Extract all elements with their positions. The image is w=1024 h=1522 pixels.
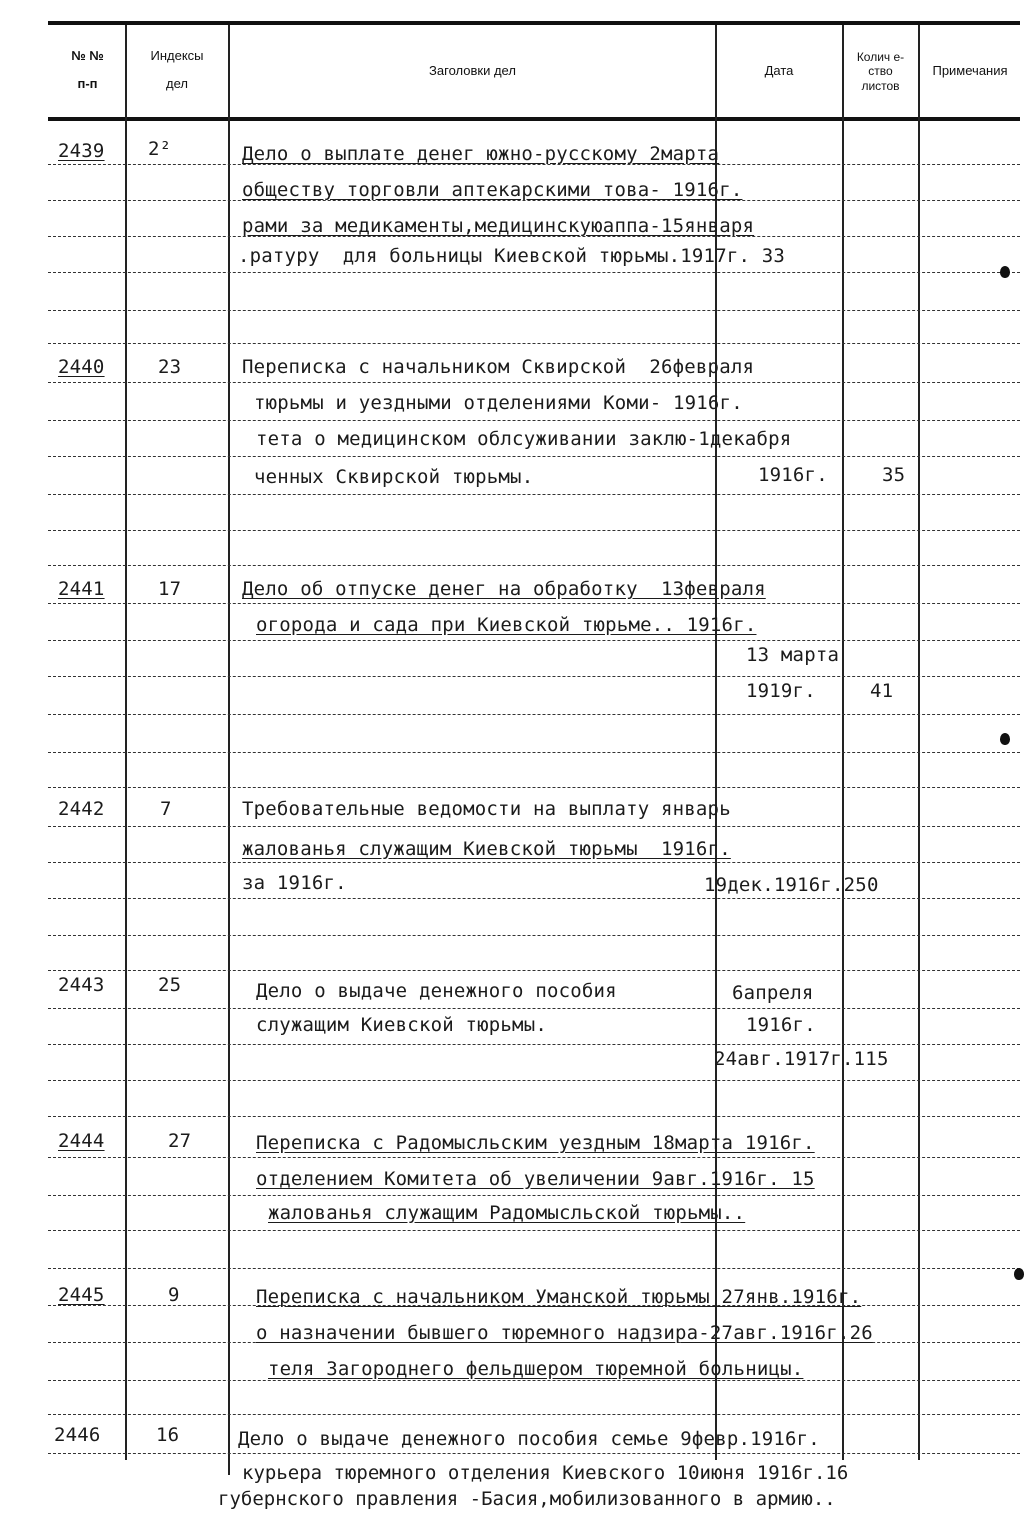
row-number: 2445 [58,1284,105,1306]
row-number: 2441 [58,578,105,600]
column-divider [918,25,920,1460]
row-index: 2² [148,138,172,160]
row-number: 2443 [58,974,105,996]
column-divider [125,25,127,1460]
column-divider [842,25,844,1460]
header-date: Дата [764,63,794,78]
row-index: 9 [168,1284,180,1306]
row-sheets: 35 [882,464,906,486]
row-date: 6апреля [732,982,814,1004]
row-title-line: Переписка с Радомысльским уездным 18марта 1916г. [256,1132,815,1154]
row-title-line: тета о медицинском облсуживании заклю-1декабря [256,428,792,450]
ink-blot [1000,266,1010,278]
row-title-line: Дело об отпуске денег на обработку 13февраля [242,578,766,600]
row-date: 1916г. [746,1014,816,1036]
header-index [128,48,226,93]
header-top-rule [48,21,1020,25]
header-sheets-line2: ство [868,64,893,79]
column-divider [228,25,230,1475]
row-title-line: теля Загороднего фельдшером тюремной больницы. [268,1358,804,1380]
row-title-line: губернского правления -Басия,мобилизованного в армию.. [218,1488,836,1510]
header-bottom-rule [48,117,1020,121]
row-title-line: жалованья служащим Киевской тюрьмы 1916г. [242,838,731,860]
header-title: Заголовки дел [429,63,516,78]
ink-blot [1014,1268,1024,1280]
header-sheets-line3: листов [861,78,900,93]
ink-blot [1000,733,1010,745]
row-number: 2446 [54,1424,101,1446]
row-title-line: огорода и сада при Киевской тюрьме.. 1916г. [256,614,757,636]
row-title-line: курьера тюремного отделения Киевского 10июня 1916г.16 [242,1462,849,1484]
row-title-line: о назначении бывшего тюремного надзира-27авг.1916г.26 [256,1322,873,1344]
row-title-line: Дело о выдаче денежного пособия семье 9февр.1916г. [238,1428,820,1450]
column-divider [715,25,717,1460]
row-title-line: Переписка с начальником Сквирской 26февраля [242,356,755,378]
row-number: 2439 [58,140,105,162]
row-index: 23 [158,356,182,378]
row-date: 19дек.1916г.250 [704,874,879,896]
header-number [55,48,120,93]
row-title-line: Дело о выдаче денежного пособия [256,980,617,1002]
row-index: 25 [158,974,182,996]
row-title-line: жалованья служащим Радомысльской тюрьмы.. [268,1202,746,1224]
header-number-line2: п-п [77,76,98,92]
header-number-line1: № № [71,48,104,63]
header-sheets-line1: Колич е- [856,50,905,64]
header-index-line2: дел [166,76,188,92]
header-notes: Примечания [932,63,1008,78]
row-title-line: Требовательные ведомости на выплату январь [242,798,731,820]
row-sheets: 41 [870,680,894,702]
row-title-line: за 1916г. [242,872,347,894]
row-title-line: рами за медикаменты,медицинскуюаппа-15января [242,215,755,237]
row-title-line: отделением Комитета об увеличении 9авг.1916г. 15 [256,1168,815,1190]
row-date: 1916г. [758,464,828,486]
row-title-line: обществу торговли аптекарскими това- 1916г. [242,179,743,201]
header-index-line1: Индексы [150,48,204,63]
row-title-line: Переписка с начальником Уманской тюрьмы 27янв.1916г. [256,1286,862,1308]
header-sheets [843,50,918,93]
row-title-line: служащим Киевской тюрьмы. [256,1014,547,1036]
row-title-line: .ратуру для больницы Киевской тюрьмы.1917г. 33 [238,245,786,267]
row-index: 17 [158,578,182,600]
row-title-line: ченных Сквирской тюрьмы. [254,466,534,488]
row-date: 13 марта [746,644,840,666]
row-index: 27 [168,1130,192,1152]
row-index: 16 [156,1424,180,1446]
row-title-line: тюрьмы и уездными отделениями Коми- 1916г. [254,392,743,414]
row-index: 7 [160,798,172,820]
row-number: 2444 [58,1130,105,1152]
row-number: 2440 [58,356,105,378]
row-date: 24авг.1917г.115 [714,1048,889,1070]
row-date: 1919г. [746,680,816,702]
row-number: 2442 [58,798,105,820]
row-title-line: Дело о выплате денег южно-русскому 2марта [242,143,720,165]
